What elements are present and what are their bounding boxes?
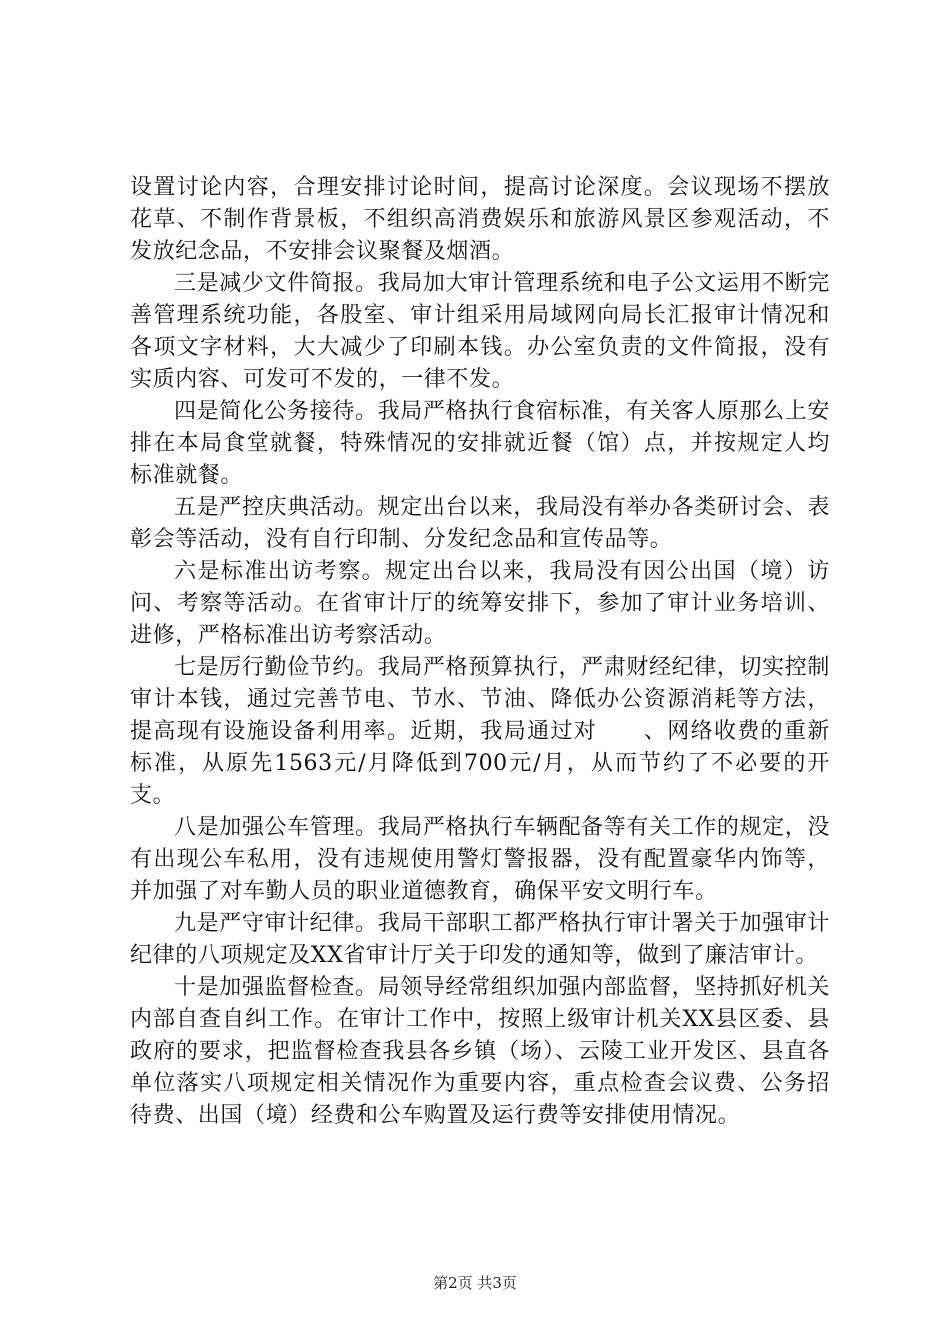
paragraph-reduce-documents: 三是减少文件简报。我局加大审计管理系统和电子公文运用不断完善管理系统功能，各股室、审计组采用局域网向局长汇报审计情况和各项文字材料，大大减少了印刷本钱。办公室负责的文件简报，没有实质内容、可发可不发的，一律不发。 xyxy=(130,271,830,392)
page-number-footer: 第2页 共3页 xyxy=(433,1274,517,1292)
paragraph-audit-discipline: 九是严守审计纪律。我局干部职工都严格执行审计署关于加强审计纪律的八项规定及XX省审计厅关于印发的通知等，做到了廉洁审计。 xyxy=(130,911,830,968)
document-body xyxy=(130,172,830,1132)
paragraph-thrift: 七是厉行勤俭节约。我局严格预算执行，严肃财经纪律，切实控制审计本钱，通过完善节电、节水、节油、降低办公资源消耗等方法，提高现有设施设备利用率。近期，我局通过对 、网络收费的重新标准，从原先1563元/月降低到700元/月，从而节约了不必要的开支。 xyxy=(130,655,830,808)
paragraph-standard-visits: 六是标准出访考察。规定出台以来，我局没有因公出国（境）访问、考察等活动。在省审计厅的统筹安排下，参加了审计业务培训、进修，严格标准出访考察活动。 xyxy=(130,559,830,648)
paragraph-control-ceremonies: 五是严控庆典活动。规定出台以来，我局没有举办各类研讨会、表彰会等活动，没有自行印制、分发纪念品和宣传品等。 xyxy=(130,495,830,552)
paragraph-vehicle-management: 八是加强公车管理。我局严格执行车辆配备等有关工作的规定，没有出现公车私用，没有违规使用警灯警报器，没有配置豪华内饰等，并加强了对车勤人员的职业道德教育，确保平安文明行车。 xyxy=(130,815,830,904)
paragraph-meeting-arrangements: 设置讨论内容，合理安排讨论时间，提高讨论深度。会议现场不摆放花草、不制作背景板，不组织高消费娱乐和旅游风景区参观活动，不发放纪念品，不安排会议聚餐及烟酒。 xyxy=(130,175,830,264)
paragraph-simplify-reception: 四是简化公务接待。我局严格执行食宿标准，有关客人原那么上安排在本局食堂就餐，特殊情况的安排就近餐（馆）点，并按规定人均标准就餐。 xyxy=(130,399,830,488)
paragraph-supervision: 十是加强监督检查。局领导经常组织加强内部监督，坚持抓好机关内部自查自纠工作。在审计工作中，按照上级审计机关XX县区委、县政府的要求，把监督检查我县各乡镇（场）、云陵工业开发区、县直各单位落实八项规定相关情况作为重要内容，重点检查会议费、公务招待费、出国（境）经费和公车购置及运行费等安排使用情况。 xyxy=(130,975,830,1128)
